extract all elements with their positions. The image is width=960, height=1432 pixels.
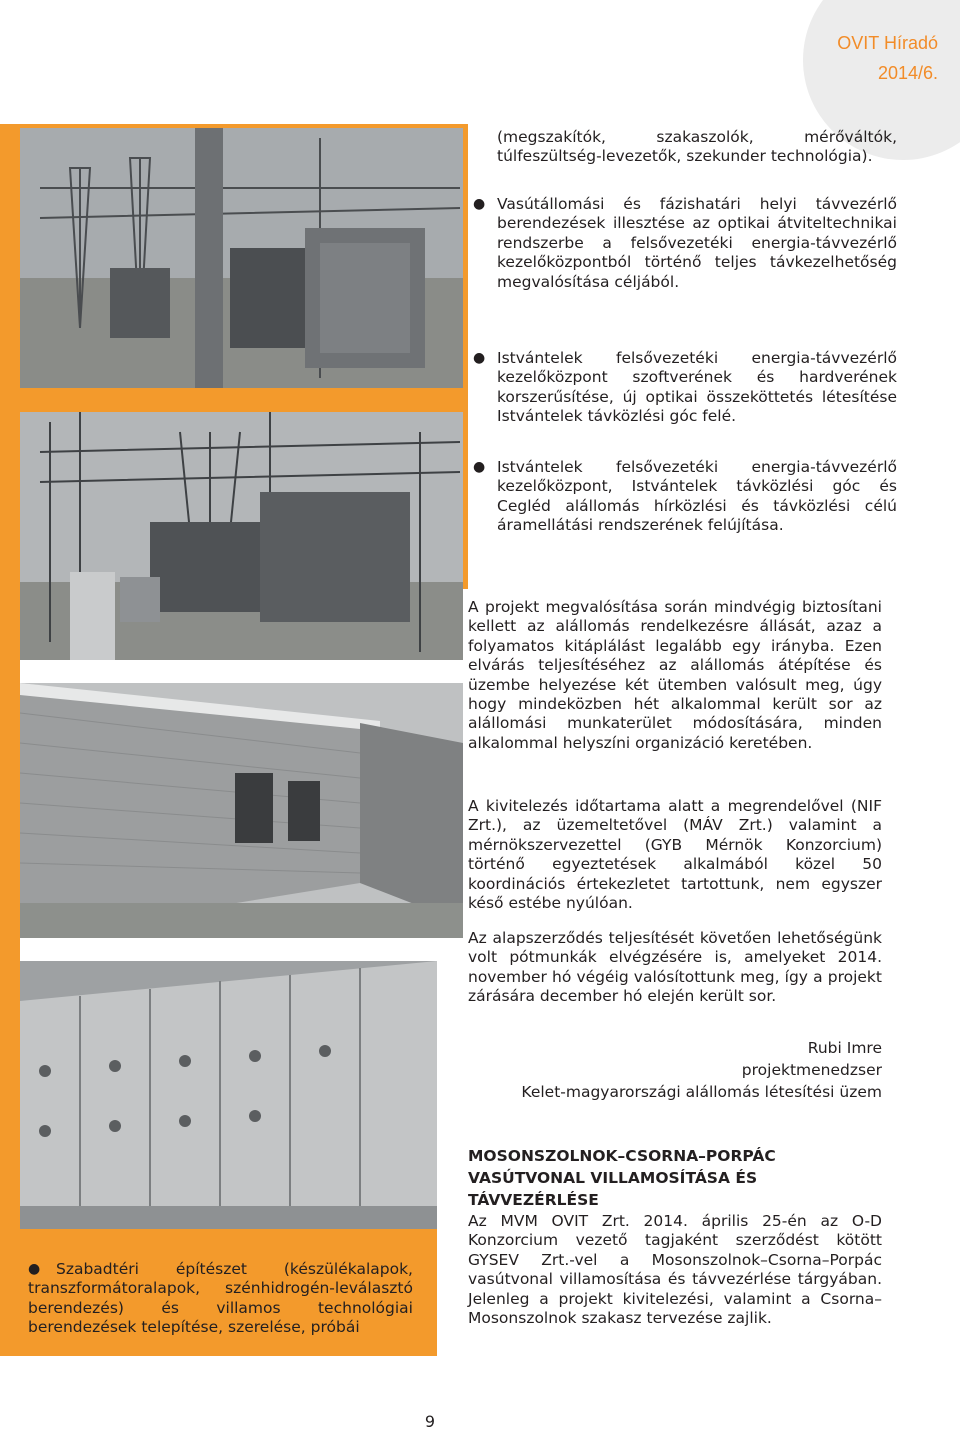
bullet-item-power-supply-renewal [473, 458, 897, 536]
bullet-text: Vasútállomási és fázishatári helyi távvezérlő berendezések illesztése az optikai átviteltechnikai rendszerbe a felsővezetéki energia-távvezérlő kezelőközpontból történő teljes távkezelhetőség megvalósítása céljából. [497, 195, 897, 291]
bullet-dot-icon: ● [28, 1261, 41, 1277]
body-paragraph: Az alapszerződés teljesítését követően lehetőségünk volt pótmunkák elvégzésére is, amelyeket 2014. november hó végéig valósítottunk meg, így a projekt zárására december hó elején került sor. [468, 929, 882, 1006]
signature-unit: Kelet-magyarországi alállomás létesítési üzem [521, 1083, 882, 1101]
issue-number: 2014/6. [877, 63, 938, 83]
body-paragraph: A projekt megvalósítása során mindvégig biztosítani kellett az alállomás rendelkezésre állását, azaz a folyamatos kitáplálást legalább egy irányba. Ezen elvárás teljesítéséhez az alállomás átépítése és üzembe helyezése két ütemben valósult meg, úgy hogy mindeközben hét alkalommal került sor az alállomási munkaterület módosítására, minden alkalommal helyszíni organizáció keretében. [468, 598, 882, 752]
bullet-text: Szabadtéri építészet (készülékalapok, transzformátoralapok, szénhidrogén-leválasztó berendezés) és villamos technológiai berendezések telepítése, szerelése, próbái [28, 1260, 413, 1337]
bullet-dot-icon: ● [473, 459, 486, 475]
section-title-line: MOSONSZOLNOK–CSORNA–PORPÁC [468, 1147, 776, 1165]
signature-name: Rubi Imre [807, 1039, 882, 1057]
bullet-dot-icon: ● [473, 350, 486, 366]
orange-frame-left [0, 589, 20, 1229]
section-title [468, 1145, 888, 1211]
bullet-text: Istvántelek felsővezetéki energia-távvezérlő kezelőközpont szoftverének és hardverének korszerűsítése, új optikai összeköttetés létesítése Istvántelek távközlési góc felé. [497, 349, 897, 426]
bullet-dot-icon: ● [473, 196, 486, 212]
publication-title: OVIT Híradó [837, 33, 938, 53]
intro-continuation: (megszakítók, szakaszolók, mérőváltók, túlfeszültség-levezetők, szekunder technológia). [497, 128, 897, 166]
bullet-text: Istvántelek felsővezetéki energia-távvezérlő kezelőközpont, Istvántelek távközlési góc és Cegléd alállomás hírközlési és távközlési célú áramellátási rendszerének felújítása. [497, 458, 897, 535]
photo-control-building [20, 683, 463, 938]
photo-switchgear-panels [20, 961, 437, 1229]
section-text: Az MVM OVIT Zrt. 2014. április 25-én az O-D Konzorcium vezető tagjaként szerződést kötött GYSEV Zrt.-vel a Mosonszolnok–Csorna–Porpác vasútvonal villamosítása és távvezérlése tárgyában. Jelenleg a projekt kivitelezési, valamint a Csorna–Mosonszolnok szakasz tervezése zajlik. [468, 1212, 882, 1328]
bullet-item-remote-control [473, 195, 897, 292]
section-title-line: VASÚTVONAL VILLAMOSÍTÁSA ÉS TÁVVEZÉRLÉSE [468, 1169, 758, 1209]
body-paragraph: A kivitelezés időtartama alatt a megrendelővel (NIF Zrt.), az üzemeltetővel (MÁV Zrt.) valamint a mérnökszervezettel (GYB Mérnök Konzorcium) történő egyeztetések alkalmából közel 50 koordinációs értekezletet tartottunk, nem egyszer késő estébe nyúlóan. [468, 797, 882, 913]
photo-substation-transformers [20, 128, 463, 388]
signature-role: projektmenedzser [741, 1061, 882, 1079]
page-number: 9 [424, 1412, 436, 1431]
photo-substation-disconnectors [20, 412, 463, 660]
bullet-item-control-center-upgrade [473, 349, 897, 427]
bullet-item-outdoor-construction [28, 1260, 413, 1338]
